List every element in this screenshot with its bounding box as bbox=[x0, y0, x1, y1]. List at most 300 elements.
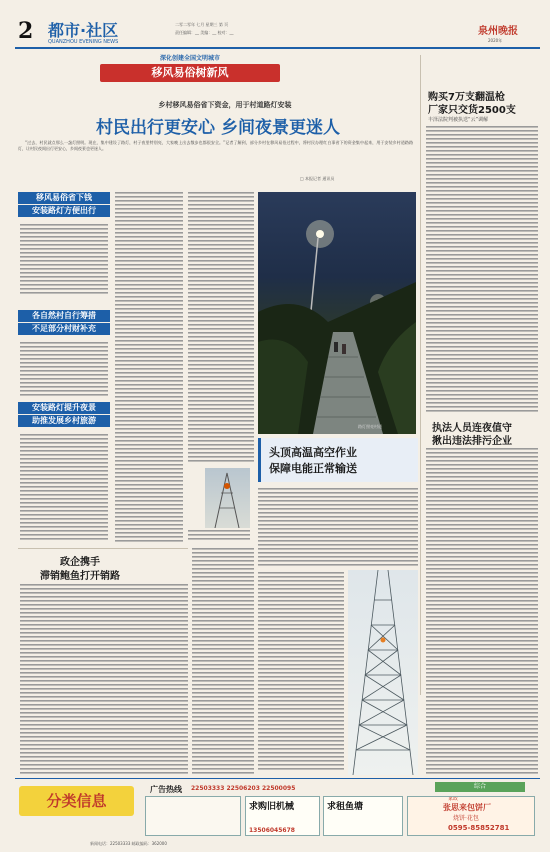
right-headline-b2: 揪出违法排污企业 bbox=[432, 436, 512, 447]
text-line bbox=[258, 584, 344, 586]
text-line bbox=[426, 230, 538, 232]
header-info-1: 二零二零年 七月 星期三 第 页 bbox=[175, 22, 229, 27]
text-line bbox=[426, 604, 538, 606]
text-line bbox=[115, 240, 183, 242]
text-line bbox=[258, 572, 344, 574]
right-headline-1: 购买7万支翻温枪 bbox=[428, 92, 505, 103]
text-line bbox=[188, 400, 254, 402]
text-line bbox=[20, 760, 188, 762]
text-line bbox=[188, 236, 254, 238]
text-line bbox=[192, 768, 254, 770]
text-line bbox=[426, 688, 538, 690]
ad2-title: 求租鱼塘 bbox=[327, 802, 364, 812]
text-line bbox=[188, 436, 254, 438]
text-line bbox=[426, 568, 538, 570]
text-line bbox=[426, 202, 538, 204]
text-line bbox=[426, 492, 538, 494]
text-line bbox=[426, 736, 538, 738]
text-line bbox=[426, 560, 538, 562]
text-line bbox=[258, 600, 344, 602]
text-line bbox=[426, 302, 538, 304]
text-line bbox=[188, 356, 254, 358]
text-line bbox=[20, 450, 108, 452]
subhead-1b: 安装路灯方便出行 bbox=[18, 205, 110, 217]
text-line bbox=[426, 330, 538, 332]
text-line bbox=[188, 224, 254, 226]
text-line bbox=[192, 604, 254, 606]
text-line bbox=[192, 600, 254, 602]
text-line bbox=[426, 640, 538, 642]
text-line bbox=[426, 286, 538, 288]
text-line bbox=[426, 740, 538, 742]
text-line bbox=[426, 290, 538, 292]
text-line bbox=[426, 346, 538, 348]
text-line bbox=[20, 712, 188, 714]
text-line bbox=[192, 700, 254, 702]
text-line bbox=[115, 256, 183, 258]
text-line bbox=[192, 740, 254, 742]
text-line bbox=[426, 278, 538, 280]
text-line bbox=[115, 364, 183, 366]
text-line bbox=[20, 768, 188, 770]
text-line bbox=[20, 342, 108, 344]
right-headline-2: 厂家只交货2500支 bbox=[428, 105, 516, 116]
text-line bbox=[426, 150, 538, 152]
text-line bbox=[20, 438, 108, 440]
text-line bbox=[258, 636, 344, 638]
text-line bbox=[115, 320, 183, 322]
text-line bbox=[20, 272, 108, 274]
text-line bbox=[426, 628, 538, 630]
text-line bbox=[258, 672, 344, 674]
text-line bbox=[115, 520, 183, 522]
text-line bbox=[258, 560, 418, 562]
text-line bbox=[426, 532, 538, 534]
ad3-category: 家政 bbox=[448, 796, 459, 802]
text-line bbox=[115, 328, 183, 330]
text-line bbox=[115, 504, 183, 506]
text-line bbox=[192, 688, 254, 690]
text-line bbox=[426, 142, 538, 144]
text-line bbox=[115, 516, 183, 518]
text-line bbox=[426, 756, 538, 758]
text-line bbox=[426, 616, 538, 618]
text-line bbox=[192, 620, 254, 622]
text-line bbox=[258, 644, 344, 646]
text-line bbox=[426, 126, 538, 128]
text-line bbox=[115, 524, 183, 526]
text-line bbox=[115, 420, 183, 422]
text-line bbox=[20, 244, 108, 246]
text-line bbox=[20, 252, 108, 254]
text-line bbox=[115, 392, 183, 394]
text-line bbox=[192, 720, 254, 722]
text-line bbox=[20, 228, 108, 230]
text-line bbox=[192, 664, 254, 666]
text-line bbox=[426, 716, 538, 718]
text-line bbox=[115, 292, 183, 294]
text-line bbox=[192, 616, 254, 618]
text-line bbox=[188, 252, 254, 254]
text-line bbox=[192, 584, 254, 586]
text-line bbox=[426, 520, 538, 522]
text-line bbox=[192, 752, 254, 754]
text-line bbox=[188, 404, 254, 406]
text-line bbox=[20, 700, 188, 702]
text-line bbox=[192, 612, 254, 614]
text-line bbox=[426, 130, 538, 132]
text-line bbox=[258, 608, 344, 610]
text-line bbox=[20, 280, 108, 282]
text-line bbox=[426, 704, 538, 706]
text-line bbox=[188, 368, 254, 370]
text-line bbox=[188, 288, 254, 290]
text-line bbox=[258, 688, 344, 690]
header-info-2: 责任编辑：__ 美编：__ 校对：__ bbox=[175, 30, 234, 35]
text-line bbox=[20, 644, 188, 646]
text-line bbox=[20, 510, 108, 512]
text-line bbox=[20, 664, 188, 666]
text-line bbox=[258, 624, 344, 626]
text-line bbox=[115, 512, 183, 514]
page-footer: 新闻电话：22503333 邮政编码：362000 bbox=[90, 841, 167, 846]
ad3-sub: 烧饼·花包 bbox=[453, 815, 479, 822]
text-line bbox=[188, 336, 254, 338]
text-line bbox=[20, 708, 188, 710]
text-line bbox=[192, 668, 254, 670]
text-line bbox=[258, 676, 344, 678]
text-line bbox=[426, 648, 538, 650]
text-line bbox=[20, 676, 188, 678]
text-line bbox=[426, 238, 538, 240]
text-line bbox=[192, 704, 254, 706]
text-line bbox=[20, 736, 188, 738]
main-headline: 村民出行更安心 乡间夜景更迷人 bbox=[96, 118, 340, 138]
text-line bbox=[258, 620, 344, 622]
text-line bbox=[426, 334, 538, 336]
text-line bbox=[20, 354, 108, 356]
ad1-phone: 13506045678 bbox=[249, 827, 295, 834]
text-line bbox=[20, 628, 188, 630]
text-line bbox=[20, 716, 188, 718]
text-line bbox=[20, 732, 188, 734]
text-line bbox=[20, 748, 188, 750]
text-line bbox=[188, 248, 254, 250]
text-line bbox=[115, 316, 183, 318]
text-line bbox=[426, 186, 538, 188]
text-line bbox=[20, 264, 108, 266]
text-line bbox=[426, 262, 538, 264]
text-line bbox=[426, 724, 538, 726]
text-line bbox=[20, 358, 108, 360]
text-line bbox=[258, 532, 418, 534]
text-line bbox=[20, 596, 188, 598]
text-line bbox=[20, 458, 108, 460]
text-line bbox=[192, 756, 254, 758]
text-line bbox=[20, 684, 188, 686]
text-line bbox=[188, 388, 254, 390]
text-line bbox=[426, 732, 538, 734]
text-line bbox=[188, 324, 254, 326]
ad3-phone: 0595-85852781 bbox=[448, 824, 510, 832]
text-line bbox=[115, 496, 183, 498]
text-line bbox=[188, 296, 254, 298]
text-line bbox=[426, 524, 538, 526]
text-line bbox=[426, 386, 538, 388]
right-subhead: 丰泽法院判被执送“云”调解 bbox=[428, 117, 489, 123]
text-line bbox=[115, 288, 183, 290]
text-line bbox=[20, 382, 108, 384]
text-line bbox=[426, 326, 538, 328]
text-line bbox=[258, 540, 418, 542]
text-line bbox=[20, 756, 188, 758]
text-line bbox=[258, 748, 344, 750]
text-line bbox=[426, 660, 538, 662]
text-line bbox=[188, 244, 254, 246]
text-line bbox=[115, 400, 183, 402]
text-line bbox=[20, 584, 188, 586]
text-line bbox=[20, 292, 108, 294]
text-line bbox=[426, 748, 538, 750]
text-line bbox=[115, 204, 183, 206]
text-line bbox=[426, 472, 538, 474]
main-kicker: 乡村移风易俗省下资金，用于村道路灯安装 bbox=[158, 101, 292, 109]
text-line bbox=[258, 592, 344, 594]
text-line bbox=[426, 182, 538, 184]
text-line bbox=[426, 190, 538, 192]
text-line bbox=[426, 720, 538, 722]
text-line bbox=[188, 264, 254, 266]
text-line bbox=[115, 192, 183, 194]
text-line bbox=[115, 452, 183, 454]
text-line bbox=[115, 380, 183, 382]
text-line bbox=[258, 528, 418, 530]
main-byline: □ 本报记者 通讯员 bbox=[300, 176, 335, 181]
text-line bbox=[115, 492, 183, 494]
mid-headline-box bbox=[258, 438, 418, 482]
text-line bbox=[426, 282, 538, 284]
left-bottom-headline-1: 政企携手 bbox=[60, 557, 100, 568]
text-line bbox=[192, 736, 254, 738]
text-line bbox=[188, 360, 254, 362]
text-line bbox=[426, 226, 538, 228]
text-line bbox=[426, 544, 538, 546]
text-line bbox=[115, 340, 183, 342]
text-line bbox=[192, 660, 254, 662]
text-line bbox=[20, 604, 188, 606]
subhead-3a: 安装路灯提升夜景 bbox=[18, 402, 110, 414]
text-line bbox=[188, 256, 254, 258]
text-line bbox=[426, 728, 538, 730]
text-line bbox=[188, 312, 254, 314]
ad-machinery bbox=[245, 796, 320, 836]
text-line bbox=[426, 504, 538, 506]
text-line bbox=[115, 384, 183, 386]
text-line bbox=[192, 652, 254, 654]
text-line bbox=[426, 390, 538, 392]
text-line bbox=[115, 376, 183, 378]
text-line bbox=[115, 264, 183, 266]
text-line bbox=[426, 752, 538, 754]
text-line bbox=[20, 728, 188, 730]
text-line bbox=[426, 656, 538, 658]
text-line bbox=[258, 604, 344, 606]
text-line bbox=[258, 488, 418, 490]
text-line bbox=[258, 496, 418, 498]
text-line bbox=[20, 224, 108, 226]
text-line bbox=[192, 624, 254, 626]
mid-headline-2: 保障电能正常输送 bbox=[269, 462, 357, 475]
text-line bbox=[188, 444, 254, 446]
text-line bbox=[426, 668, 538, 670]
text-line bbox=[20, 696, 188, 698]
text-line bbox=[20, 276, 108, 278]
text-line bbox=[20, 526, 108, 528]
text-line bbox=[258, 704, 344, 706]
text-line bbox=[426, 410, 538, 412]
text-line bbox=[115, 500, 183, 502]
text-line bbox=[115, 484, 183, 486]
text-line bbox=[258, 696, 344, 698]
text-line bbox=[115, 448, 183, 450]
text-line bbox=[115, 540, 183, 542]
text-line bbox=[426, 588, 538, 590]
text-line bbox=[20, 592, 188, 594]
text-line bbox=[20, 538, 108, 540]
text-line bbox=[426, 250, 538, 252]
text-line bbox=[426, 362, 538, 364]
text-line bbox=[426, 154, 538, 156]
text-line bbox=[426, 680, 538, 682]
text-line bbox=[115, 428, 183, 430]
text-line bbox=[258, 720, 344, 722]
text-line bbox=[258, 632, 344, 634]
text-line bbox=[20, 652, 188, 654]
text-line bbox=[20, 232, 108, 234]
text-line bbox=[115, 404, 183, 406]
text-line bbox=[188, 200, 254, 202]
ad1-title: 求购旧机械 bbox=[249, 802, 295, 812]
ad3-title: 张思来包饼厂 bbox=[443, 803, 491, 812]
text-line bbox=[188, 420, 254, 422]
text-line bbox=[192, 644, 254, 646]
text-line bbox=[188, 384, 254, 386]
text-line bbox=[426, 322, 538, 324]
text-line bbox=[192, 748, 254, 750]
text-line bbox=[115, 208, 183, 210]
ads-hotline-label: 广告热线 bbox=[150, 785, 182, 794]
text-line bbox=[192, 684, 254, 686]
text-line bbox=[20, 268, 108, 270]
text-line bbox=[20, 284, 108, 286]
text-line bbox=[20, 374, 108, 376]
text-line bbox=[426, 354, 538, 356]
text-line bbox=[115, 352, 183, 354]
text-line bbox=[20, 240, 108, 242]
text-line bbox=[258, 536, 418, 538]
text-line bbox=[192, 592, 254, 594]
text-line bbox=[258, 612, 344, 614]
text-line bbox=[426, 600, 538, 602]
text-line bbox=[258, 712, 344, 714]
text-line bbox=[20, 692, 188, 694]
text-line bbox=[115, 412, 183, 414]
text-line bbox=[426, 166, 538, 168]
ads-hotline-phones: 22503333 22506203 22500095 bbox=[191, 785, 296, 792]
text-line bbox=[115, 360, 183, 362]
text-line bbox=[426, 310, 538, 312]
text-line bbox=[188, 530, 250, 532]
text-line bbox=[188, 534, 250, 536]
text-line bbox=[115, 200, 183, 202]
text-line bbox=[192, 640, 254, 642]
text-line bbox=[115, 480, 183, 482]
text-line bbox=[426, 652, 538, 654]
text-line bbox=[20, 612, 188, 614]
text-line bbox=[188, 392, 254, 394]
text-line bbox=[192, 596, 254, 598]
text-line bbox=[188, 328, 254, 330]
text-line bbox=[115, 416, 183, 418]
text-line bbox=[188, 272, 254, 274]
text-line bbox=[115, 532, 183, 534]
text-line bbox=[20, 470, 108, 472]
text-line bbox=[258, 652, 344, 654]
text-line bbox=[188, 432, 254, 434]
tower-photo bbox=[348, 570, 418, 775]
text-line bbox=[20, 772, 188, 774]
text-line bbox=[426, 452, 538, 454]
text-line bbox=[115, 220, 183, 222]
text-line bbox=[115, 444, 183, 446]
text-line bbox=[426, 448, 538, 450]
text-line bbox=[115, 324, 183, 326]
text-line bbox=[426, 576, 538, 578]
tower-scene bbox=[348, 570, 418, 775]
subhead-2b: 不足部分村财补充 bbox=[18, 323, 110, 335]
text-line bbox=[426, 378, 538, 380]
banner-top-text: 深化创建全国文明城市 bbox=[159, 55, 220, 62]
text-line bbox=[258, 504, 418, 506]
text-line bbox=[188, 364, 254, 366]
text-line bbox=[426, 210, 538, 212]
text-line bbox=[115, 216, 183, 218]
text-line bbox=[188, 452, 254, 454]
text-line bbox=[188, 216, 254, 218]
text-line bbox=[115, 308, 183, 310]
text-line bbox=[426, 468, 538, 470]
text-line bbox=[192, 576, 254, 578]
text-line bbox=[426, 612, 538, 614]
text-line bbox=[426, 138, 538, 140]
text-line bbox=[426, 556, 538, 558]
text-line bbox=[192, 588, 254, 590]
text-line bbox=[192, 716, 254, 718]
text-line bbox=[426, 744, 538, 746]
text-line bbox=[188, 276, 254, 278]
text-line bbox=[258, 684, 344, 686]
text-line bbox=[258, 736, 344, 738]
text-line bbox=[188, 376, 254, 378]
text-line bbox=[426, 314, 538, 316]
text-line bbox=[426, 294, 538, 296]
text-line bbox=[426, 374, 538, 376]
text-line bbox=[426, 636, 538, 638]
text-line bbox=[115, 356, 183, 358]
text-line bbox=[258, 520, 418, 522]
text-line bbox=[426, 488, 538, 490]
text-line bbox=[115, 440, 183, 442]
